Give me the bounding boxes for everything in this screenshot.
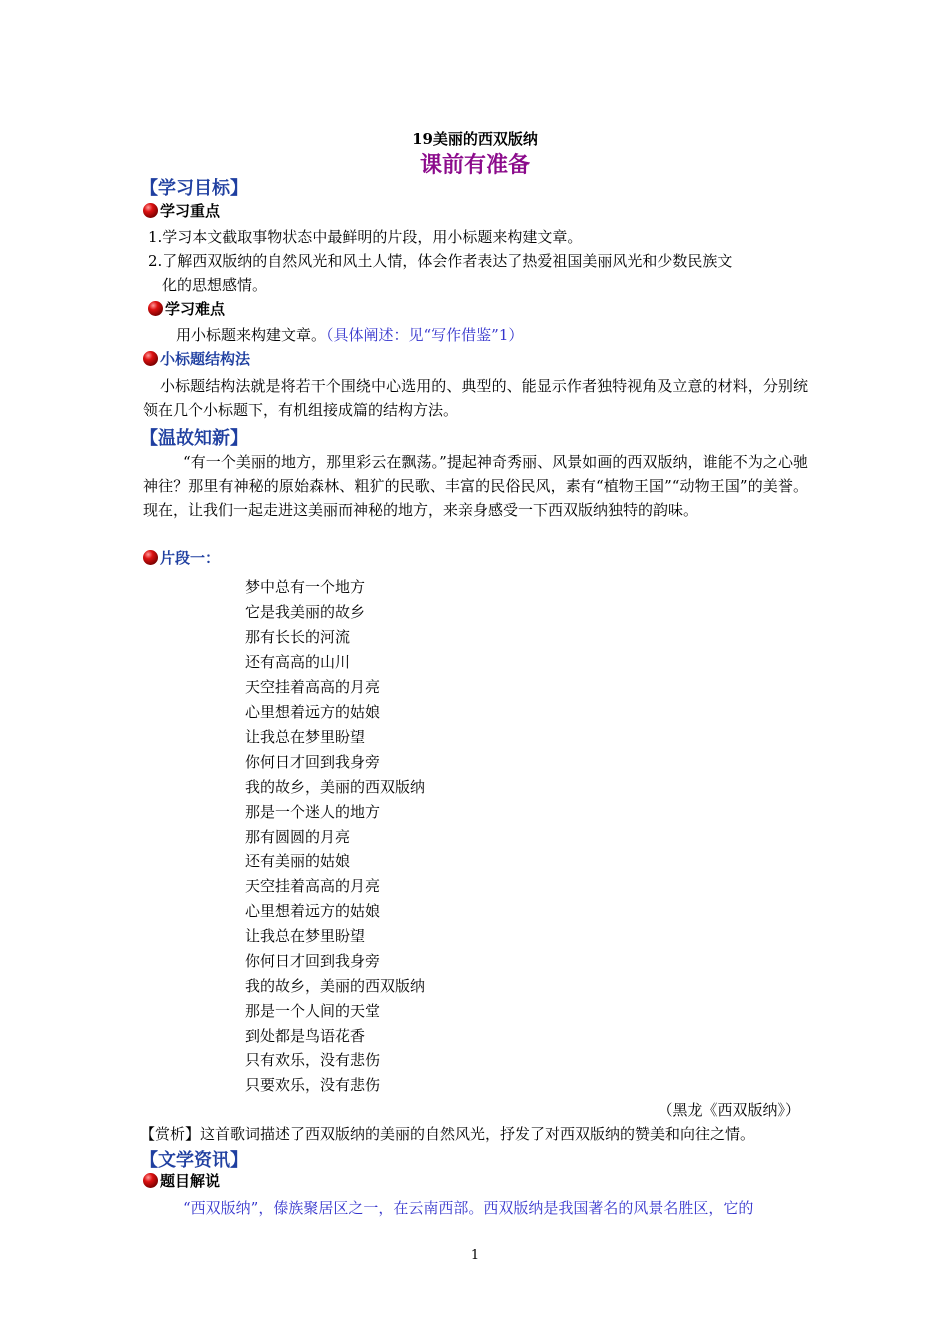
difficulty-text [176,323,523,347]
poem-line: 让我总在梦里盼望 [245,927,366,945]
poem-line: 只要欢乐，没有悲伤 [245,1076,381,1094]
review-intro-paragraph: “有一个美丽的地方，那里彩云在飘荡。”提起神奇秀丽、风景如画的西双版纳，谁能不为之心驰神往？那里有神秘的原始森林、粗犷的民歌、丰富的民俗民风，素有“植物王国”“动物王国”的美誉。现在，让我们一起走进这美丽而神秘的地方，来亲身感受一下西双版纳独特的韵味。 [143,453,808,519]
key-points-label: 学习重点 [160,202,221,220]
topic-explanation-heading [143,1170,220,1191]
poem-line: 只有欢乐，没有悲伤 [245,1051,381,1069]
method-label: 小标题结构法 [160,350,251,368]
poem-line: 天空挂着高高的月亮 [245,877,381,895]
section-goals-heading: 【学习目标】 [140,178,248,199]
key-point-2a: 2.了解西双版纳的自然风光和风土人情，体会作者表达了热爱祖国美丽风光和少数民族文 [148,252,733,270]
poem-line: 还有高高的山川 [245,653,351,671]
bullet-ball-icon [143,550,158,565]
poem-line: 你何日才回到我身旁 [245,753,381,771]
poem-line: 让我总在梦里盼望 [245,728,366,746]
poem-line: 那有长长的河流 [245,628,351,646]
difficulty-note: （具体阐述：见“写作借鉴”1） [326,326,524,344]
poem-source: （黑龙《西双版纳》） [657,1101,800,1119]
difficulty-heading [148,298,225,319]
section-review-heading: 【温故知新】 [140,428,248,449]
bullet-ball-icon [143,203,158,218]
poem-line: 那是一个迷人的地方 [245,803,381,821]
topic-explanation-label: 题目解说 [160,1172,221,1190]
poem-line: 心里想着远方的姑娘 [245,902,381,920]
key-point-2b: 化的思想感情。 [162,276,268,294]
poem-line: 天空挂着高高的月亮 [245,678,381,696]
poem-line: 那有圆圆的月亮 [245,828,351,846]
appreciation-text: 【赏析】这首歌词描述了西双版纳的美丽的自然风光，抒发了对西双版纳的赞美和向往之情。 [140,1125,756,1143]
section-literature-heading: 【文学资讯】 [140,1150,248,1171]
poem-line: 心里想着远方的姑娘 [245,703,381,721]
difficulty-label: 学习难点 [165,300,226,318]
key-points-heading [143,200,220,221]
poem-line: 到处都是鸟语花香 [245,1027,366,1045]
poem-line: 那是一个人间的天堂 [245,1002,381,1020]
poem-line: 还有美丽的姑娘 [245,852,351,870]
lesson-subtitle: 课前有准备 [419,153,530,178]
difficulty-main: 用小标题来构建文章。 [176,326,327,344]
poem-line: 你何日才回到我身旁 [245,952,381,970]
lesson-title: 19美丽的西双版纳 [412,130,538,148]
bullet-ball-icon [143,1173,158,1188]
topic-explanation-text: “西双版纳”，傣族聚居区之一，在云南西部。西双版纳是我国著名的风景名胜区，它的 [183,1199,754,1217]
fragment-label: 片段一： [160,549,221,567]
method-paragraph: 小标题结构法就是将若干个围绕中心选用的、典型的、能显示作者独特视角及立意的材料，分别统领在几个小标题下，有机组接成篇的结构方法。 [143,377,808,419]
poem-line: 它是我美丽的故乡 [245,603,366,621]
method-heading [143,348,250,369]
poem-line: 梦中总有一个地方 [245,578,366,596]
fragment-heading [143,547,220,568]
page-number: 1 [470,1248,480,1263]
poem-line: 我的故乡，美丽的西双版纳 [245,778,426,796]
bullet-ball-icon [148,301,163,316]
bullet-ball-icon [143,351,158,366]
poem-line: 我的故乡，美丽的西双版纳 [245,977,426,995]
key-point-1: 1.学习本文截取事物状态中最鲜明的片段，用小标题来构建文章。 [148,228,583,246]
